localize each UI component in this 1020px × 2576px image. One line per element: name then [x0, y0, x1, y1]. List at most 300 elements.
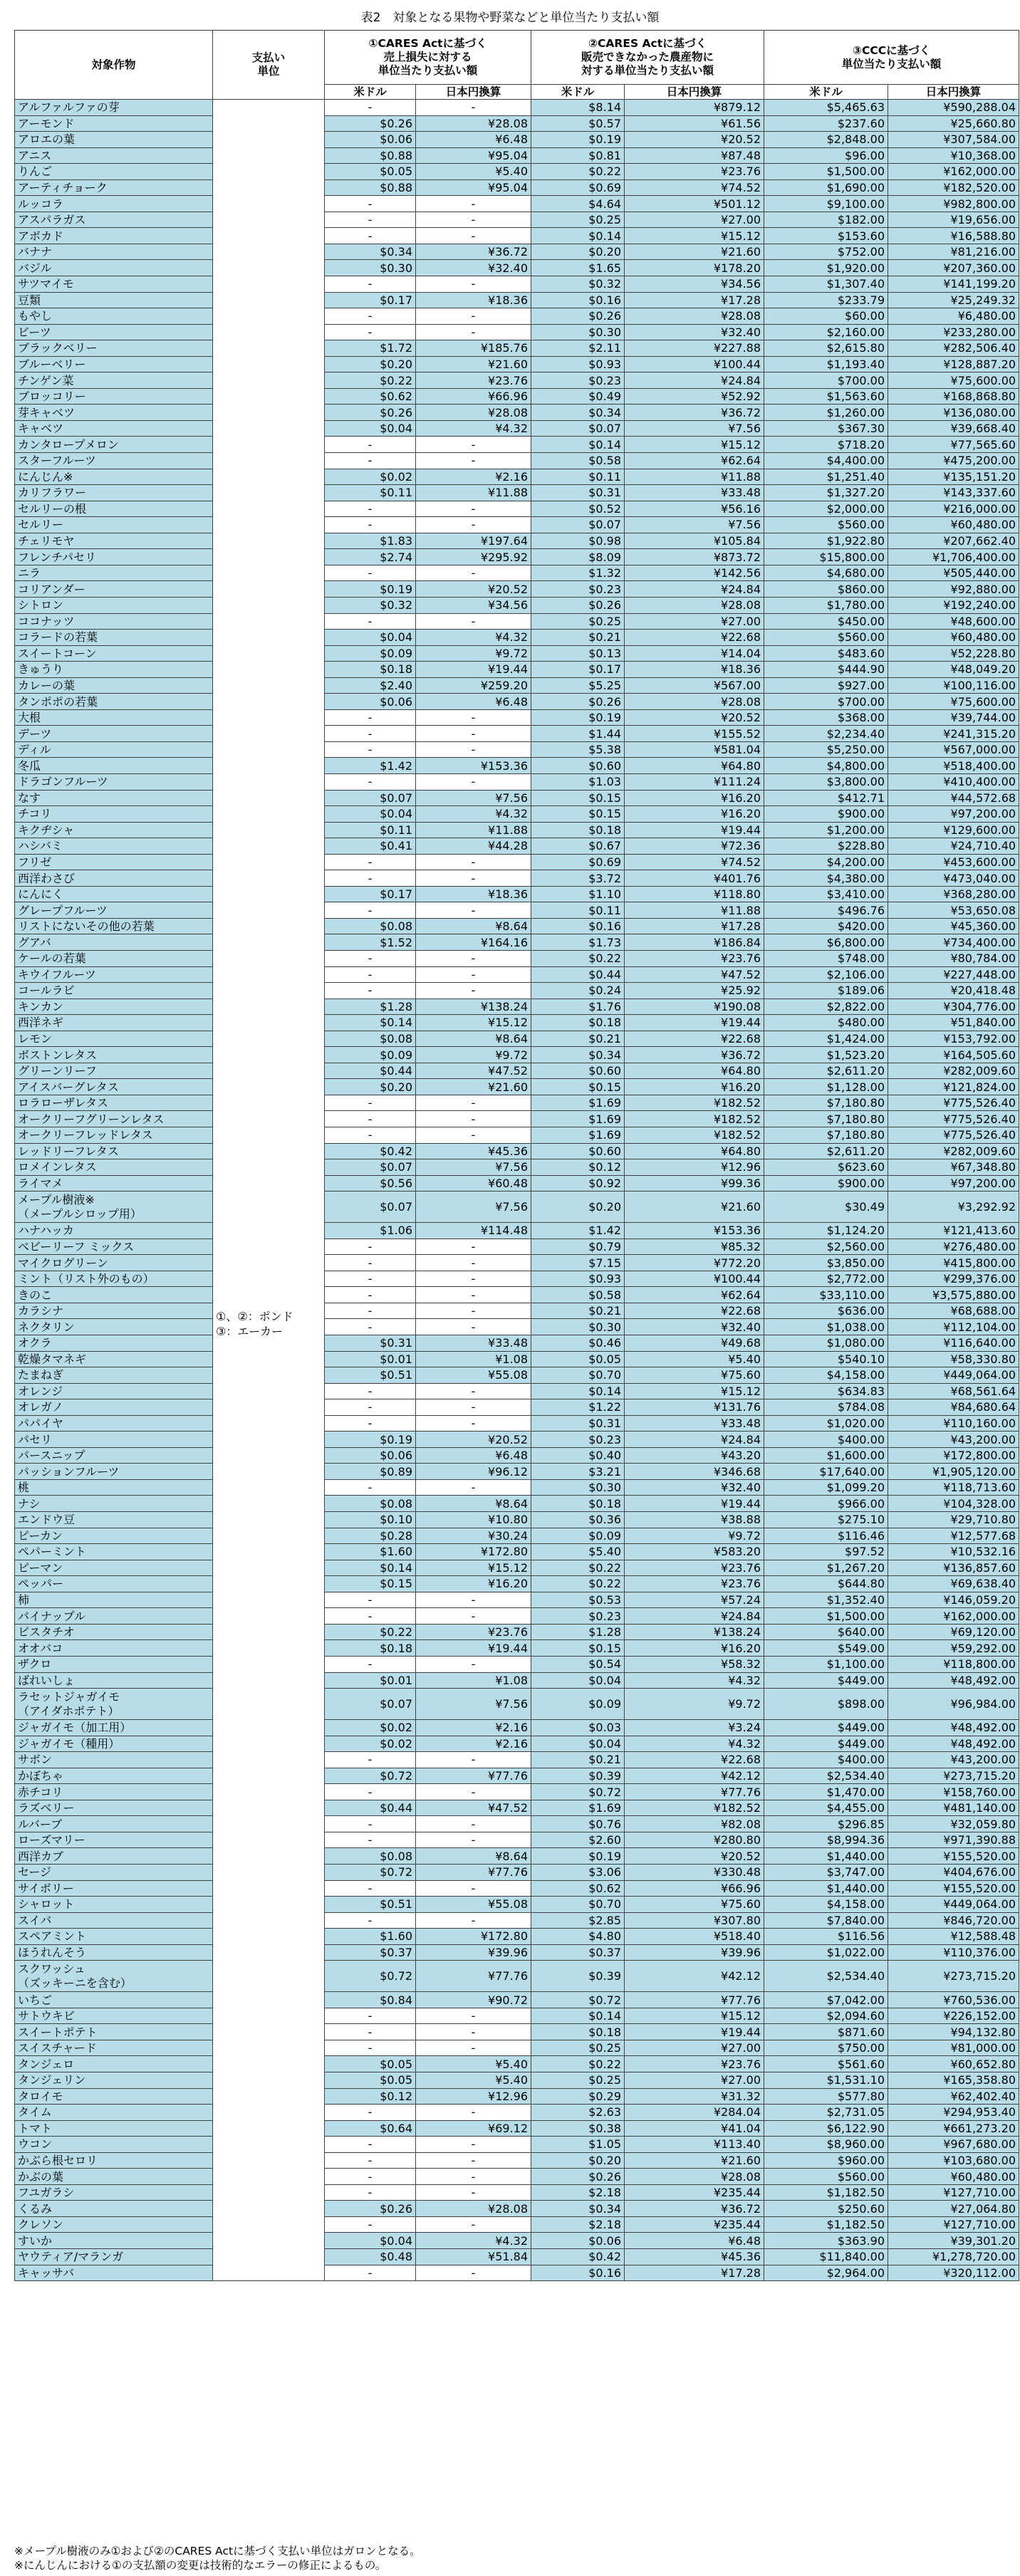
table-row — [15, 340, 1019, 357]
ccc-usd-cell: $1,600.00 — [764, 1447, 888, 1464]
unsold-usd-cell: $0.05 — [531, 1351, 625, 1367]
crop-name — [15, 1624, 213, 1640]
loss-usd-cell: $1.72 — [325, 340, 416, 357]
table-row — [15, 2249, 1019, 2265]
unsold-usd-cell: $0.42 — [531, 2249, 625, 2265]
table-row — [15, 677, 1019, 694]
table-row — [15, 597, 1019, 613]
crop-name — [15, 115, 213, 132]
ccc-jpy-cell: ¥146,059.20 — [888, 1592, 1019, 1608]
crop-name-line: ピーマン — [18, 1560, 63, 1575]
loss-usd-cell: - — [325, 2216, 416, 2233]
ccc-jpy-cell: ¥404,676.00 — [888, 1864, 1019, 1880]
unsold-usd-cell: $0.31 — [531, 1415, 625, 1432]
loss-usd-cell: $0.04 — [325, 630, 416, 646]
ccc-jpy-cell: ¥304,776.00 — [888, 998, 1019, 1015]
crop-name-line: ナシ — [18, 1496, 41, 1511]
loss-jpy-cell: ¥34.56 — [416, 597, 531, 613]
loss-jpy-cell: ¥114.48 — [416, 1223, 531, 1239]
ccc-usd-cell: $153.60 — [764, 228, 888, 244]
loss-usd-cell: - — [325, 437, 416, 453]
ccc-jpy-cell: ¥94,132.80 — [888, 2024, 1019, 2040]
ccc-jpy-cell: ¥241,315.20 — [888, 726, 1019, 742]
loss-jpy-cell: - — [416, 1656, 531, 1672]
unsold-usd-cell: $0.18 — [531, 822, 625, 838]
ccc-jpy-cell: ¥320,112.00 — [888, 2265, 1019, 2281]
unsold-jpy-cell: ¥235.44 — [625, 2184, 764, 2201]
ccc-jpy-cell: ¥75,600.00 — [888, 372, 1019, 389]
loss-usd-cell: $0.05 — [325, 164, 416, 180]
ccc-jpy-cell: ¥29,710.80 — [888, 1512, 1019, 1528]
loss-usd-cell: - — [325, 308, 416, 325]
unsold-usd-cell: $0.21 — [531, 630, 625, 646]
crop-name — [15, 918, 213, 934]
crop-name-line: サトウキビ — [18, 2009, 76, 2023]
loss-jpy-cell: ¥77.76 — [416, 1768, 531, 1784]
loss-usd-cell: $0.10 — [325, 1512, 416, 1528]
ccc-jpy-cell: ¥80,784.00 — [888, 950, 1019, 966]
unsold-jpy-cell: ¥772.20 — [625, 1255, 764, 1271]
loss-jpy-cell: - — [416, 1319, 531, 1335]
loss-jpy-cell: ¥138.24 — [416, 998, 531, 1015]
unsold-usd-cell: $0.39 — [531, 1768, 625, 1784]
table-row — [15, 1255, 1019, 1271]
loss-usd-cell: $0.26 — [325, 115, 416, 132]
crop-name-line: スイスチャード — [18, 2041, 97, 2055]
unsold-jpy-cell: ¥36.72 — [625, 2201, 764, 2217]
table-title: 表2 対象となる果物や野菜などと単位当たり支払い額 — [360, 11, 660, 25]
table-row — [15, 179, 1019, 196]
loss-usd-cell: $0.01 — [325, 1672, 416, 1689]
loss-jpy-cell: ¥15.12 — [416, 1560, 531, 1576]
table-row — [15, 1271, 1019, 1287]
unit-spacer — [216, 100, 321, 1309]
loss-jpy-cell: - — [416, 966, 531, 983]
unsold-usd-cell: $1.69 — [531, 1111, 625, 1127]
unsold-usd-cell: $1.69 — [531, 1095, 625, 1111]
loss-jpy-cell: - — [416, 2152, 531, 2169]
unsold-usd-cell: $0.17 — [531, 662, 625, 678]
loss-jpy-cell: ¥8.64 — [416, 918, 531, 934]
crop-name-line: （アイダホポテト） — [18, 1704, 120, 1718]
loss-jpy-cell: ¥77.76 — [416, 1864, 531, 1880]
unsold-usd-cell: $5.25 — [531, 677, 625, 694]
unsold-jpy-cell: ¥32.40 — [625, 1319, 764, 1335]
unsold-jpy-cell: ¥227.88 — [625, 340, 764, 357]
loss-usd-cell: $0.84 — [325, 1992, 416, 2008]
ccc-jpy-cell: ¥449,064.00 — [888, 1367, 1019, 1384]
table-row — [15, 1624, 1019, 1640]
table-row — [15, 1880, 1019, 1897]
crop-name-line: タンジェリン — [18, 2073, 86, 2087]
table-row — [15, 694, 1019, 710]
unsold-usd-cell: $0.15 — [531, 790, 625, 806]
ccc-jpy-cell: ¥53,650.08 — [888, 902, 1019, 919]
crop-name-line: 西洋わさび — [18, 871, 76, 885]
unsold-usd-cell: $0.34 — [531, 1047, 625, 1063]
crop-name — [15, 437, 213, 453]
unsold-jpy-cell: ¥15.12 — [625, 1383, 764, 1399]
unsold-jpy-cell: ¥182.52 — [625, 1111, 764, 1127]
crop-name-line: ニラ — [18, 566, 41, 580]
crop-name-line: オレガノ — [18, 1400, 64, 1414]
unsold-jpy-cell: ¥7.56 — [625, 517, 764, 533]
ccc-usd-cell: $1,920.00 — [764, 260, 888, 276]
table-row — [15, 726, 1019, 742]
unsold-jpy-cell: ¥42.12 — [625, 1768, 764, 1784]
ccc-jpy-cell: ¥971,390.88 — [888, 1832, 1019, 1848]
loss-jpy-cell: ¥95.04 — [416, 147, 531, 164]
crop-name — [15, 1897, 213, 1913]
loss-usd-cell: $0.14 — [325, 1560, 416, 1576]
loss-usd-cell: $0.07 — [325, 790, 416, 806]
unsold-usd-cell: $0.30 — [531, 1479, 625, 1496]
table-row — [15, 998, 1019, 1015]
crop-name — [15, 1223, 213, 1239]
crop-name — [15, 1047, 213, 1063]
unsold-jpy-cell: ¥34.56 — [625, 276, 764, 293]
unsold-usd-cell: $0.22 — [531, 2056, 625, 2072]
loss-usd-cell: $1.06 — [325, 1223, 416, 1239]
ccc-usd-cell: $577.80 — [764, 2088, 888, 2105]
loss-usd-cell: $0.07 — [325, 1689, 416, 1720]
loss-usd-cell: $0.41 — [325, 838, 416, 855]
ccc-usd-cell: $1,182.50 — [764, 2184, 888, 2201]
crop-name-line: フリゼ — [18, 855, 52, 869]
loss-jpy-cell: ¥39.96 — [416, 1944, 531, 1961]
ccc-usd-cell: $2,094.60 — [764, 2008, 888, 2024]
unsold-jpy-cell: ¥186.84 — [625, 934, 764, 951]
unsold-usd-cell: $0.58 — [531, 1287, 625, 1303]
ccc-jpy-cell: ¥81,000.00 — [888, 2040, 1019, 2056]
ccc-jpy-cell: ¥75,600.00 — [888, 694, 1019, 710]
loss-jpy-cell: - — [416, 773, 531, 790]
loss-jpy-cell: ¥77.76 — [416, 1961, 531, 1992]
unsold-jpy-cell: ¥17.28 — [625, 292, 764, 308]
loss-jpy-cell: ¥4.32 — [416, 806, 531, 823]
crop-name — [15, 854, 213, 870]
loss-usd-cell: - — [325, 1752, 416, 1768]
crop-name-line: たまねぎ — [18, 1368, 64, 1382]
crop-name-line: すいか — [18, 2233, 53, 2248]
unsold-jpy-cell: ¥235.44 — [625, 2216, 764, 2233]
header-crop: 対象作物 — [15, 31, 213, 100]
loss-usd-cell: $0.48 — [325, 2249, 416, 2265]
loss-jpy-cell: ¥11.88 — [416, 822, 531, 838]
ccc-usd-cell: $636.00 — [764, 1303, 888, 1319]
loss-usd-cell: $0.20 — [325, 356, 416, 372]
crop-name — [15, 244, 213, 260]
ccc-jpy-cell: ¥141,199.20 — [888, 276, 1019, 293]
ccc-usd-cell: $1,327.20 — [764, 485, 888, 501]
loss-usd-cell: - — [325, 1880, 416, 1897]
ccc-usd-cell: $640.00 — [764, 1624, 888, 1640]
crop-name — [15, 870, 213, 887]
table-row — [15, 2233, 1019, 2249]
unsold-usd-cell: $1.42 — [531, 1223, 625, 1239]
loss-jpy-cell: - — [416, 1383, 531, 1399]
table-row — [15, 1175, 1019, 1191]
loss-jpy-cell: ¥55.08 — [416, 1897, 531, 1913]
crop-name — [15, 179, 213, 196]
ccc-usd-cell: $2,106.00 — [764, 966, 888, 983]
ccc-usd-cell: $1,780.00 — [764, 597, 888, 613]
loss-jpy-cell: - — [416, 1816, 531, 1832]
loss-usd-cell: - — [325, 1784, 416, 1800]
ccc-jpy-cell: ¥155,520.00 — [888, 1848, 1019, 1865]
loss-usd-cell: $0.02 — [325, 469, 416, 485]
ccc-usd-cell: $2,615.80 — [764, 340, 888, 357]
loss-jpy-cell: ¥6.48 — [416, 694, 531, 710]
loss-usd-cell: $0.04 — [325, 420, 416, 437]
crop-name — [15, 2040, 213, 2056]
loss-usd-cell: - — [325, 1239, 416, 1255]
crop-name — [15, 1175, 213, 1191]
unsold-jpy-cell: ¥113.40 — [625, 2137, 764, 2153]
loss-usd-cell: - — [325, 741, 416, 758]
crop-name-line: グリーンリーフ — [18, 1064, 97, 1078]
ccc-jpy-cell: ¥153,792.00 — [888, 1031, 1019, 1047]
loss-usd-cell: $0.44 — [325, 1063, 416, 1079]
unsold-jpy-cell: ¥21.60 — [625, 1191, 764, 1223]
loss-usd-cell: $0.19 — [325, 1432, 416, 1448]
loss-usd-cell: - — [325, 773, 416, 790]
ccc-jpy-cell: ¥368,280.00 — [888, 886, 1019, 902]
header-usd-2: 米ドル — [531, 85, 625, 100]
crop-name-line: ローズマリー — [18, 1833, 85, 1847]
unsold-jpy-cell: ¥14.04 — [625, 645, 764, 662]
unsold-usd-cell: $0.07 — [531, 420, 625, 437]
unsold-jpy-cell: ¥19.44 — [625, 2024, 764, 2040]
unsold-jpy-cell: ¥7.56 — [625, 420, 764, 437]
unsold-jpy-cell: ¥20.52 — [625, 709, 764, 726]
table-row — [15, 854, 1019, 870]
ccc-usd-cell: $700.00 — [764, 372, 888, 389]
loss-jpy-cell: ¥45.36 — [416, 1143, 531, 1159]
table-row — [15, 1832, 1019, 1848]
crop-name-line: ハナハッカ — [18, 1224, 75, 1238]
table-row — [15, 1800, 1019, 1816]
unsold-usd-cell: $0.76 — [531, 1816, 625, 1832]
unsold-jpy-cell: ¥58.32 — [625, 1656, 764, 1672]
ccc-jpy-cell: ¥172,800.00 — [888, 1447, 1019, 1464]
table-row — [15, 1015, 1019, 1031]
loss-jpy-cell: ¥21.60 — [416, 356, 531, 372]
ccc-jpy-cell: ¥567,000.00 — [888, 741, 1019, 758]
ccc-usd-cell: $30.49 — [764, 1191, 888, 1223]
unsold-jpy-cell: ¥118.80 — [625, 886, 764, 902]
loss-jpy-cell: - — [416, 453, 531, 469]
ccc-jpy-cell: ¥1,905,120.00 — [888, 1464, 1019, 1480]
ccc-jpy-cell: ¥25,660.80 — [888, 115, 1019, 132]
crop-name-line: セルリーの根 — [18, 501, 87, 516]
loss-usd-cell: $1.83 — [325, 533, 416, 549]
ccc-usd-cell: $400.00 — [764, 1752, 888, 1768]
loss-usd-cell: $0.08 — [325, 1031, 416, 1047]
unsold-jpy-cell: ¥4.32 — [625, 1736, 764, 1752]
unsold-jpy-cell: ¥32.40 — [625, 324, 764, 340]
crop-name — [15, 2216, 213, 2233]
unsold-usd-cell: $0.20 — [531, 244, 625, 260]
ccc-jpy-cell: ¥162,000.00 — [888, 1608, 1019, 1625]
crop-name — [15, 485, 213, 501]
loss-jpy-cell: - — [416, 2169, 531, 2185]
unsold-jpy-cell: ¥16.20 — [625, 790, 764, 806]
ccc-usd-cell: $182.00 — [764, 212, 888, 228]
unsold-jpy-cell: ¥64.80 — [625, 1143, 764, 1159]
loss-jpy-cell: - — [416, 1239, 531, 1255]
unsold-jpy-cell: ¥66.96 — [625, 1880, 764, 1897]
ccc-jpy-cell: ¥97,200.00 — [888, 806, 1019, 823]
crop-name-line: エンドウ豆 — [18, 1513, 76, 1527]
loss-usd-cell: $0.56 — [325, 1175, 416, 1191]
table-row — [15, 1992, 1019, 2008]
loss-jpy-cell: ¥4.32 — [416, 2233, 531, 2249]
crop-name — [15, 1672, 213, 1689]
table-row — [15, 2216, 1019, 2233]
table-row — [15, 2120, 1019, 2137]
ccc-jpy-cell: ¥110,160.00 — [888, 1415, 1019, 1432]
crop-name-line: セージ — [18, 1865, 52, 1879]
ccc-jpy-cell: ¥84,680.64 — [888, 1399, 1019, 1416]
crop-name — [15, 420, 213, 437]
unsold-usd-cell: $3.72 — [531, 870, 625, 887]
ccc-jpy-cell: ¥775,526.40 — [888, 1127, 1019, 1144]
table-row — [15, 1191, 1019, 1223]
crop-name — [15, 581, 213, 598]
table-row — [15, 1367, 1019, 1384]
table-row — [15, 1672, 1019, 1689]
unsold-jpy-cell: ¥25.92 — [625, 983, 764, 999]
loss-jpy-cell: - — [416, 1095, 531, 1111]
crop-name-line: レモン — [18, 1031, 53, 1045]
loss-jpy-cell: - — [416, 1303, 531, 1319]
crop-name-line: にんじん※ — [18, 469, 73, 484]
loss-jpy-cell: - — [416, 1832, 531, 1848]
loss-usd-cell: - — [325, 1479, 416, 1496]
header-jpy-3: 日本円換算 — [888, 85, 1019, 100]
loss-jpy-cell: ¥2.16 — [416, 1720, 531, 1736]
unsold-jpy-cell: ¥56.16 — [625, 501, 764, 517]
crop-name-line: カンタロープメロン — [18, 437, 119, 452]
ccc-jpy-cell: ¥110,376.00 — [888, 1944, 1019, 1961]
loss-usd-cell: - — [325, 2265, 416, 2281]
unsold-jpy-cell: ¥142.56 — [625, 565, 764, 581]
crop-name-line: コラードの若葉 — [18, 630, 98, 645]
unsold-jpy-cell: ¥5.40 — [625, 1351, 764, 1367]
crop-name — [15, 1031, 213, 1047]
ccc-usd-cell: $718.20 — [764, 437, 888, 453]
unsold-jpy-cell: ¥280.80 — [625, 1832, 764, 1848]
crop-name-line: ヤウティア/マランガ — [18, 2250, 124, 2264]
crop-name — [15, 2233, 213, 2249]
crop-name-line: スイバ — [18, 1913, 52, 1927]
table-row — [15, 2184, 1019, 2201]
ccc-usd-cell: $2,772.00 — [764, 1271, 888, 1287]
unsold-jpy-cell: ¥138.24 — [625, 1624, 764, 1640]
crop-name — [15, 1383, 213, 1399]
header-group2-line1: ②CARES Actに基づく — [588, 37, 707, 50]
ccc-jpy-cell: ¥6,480.00 — [888, 308, 1019, 325]
crop-name — [15, 1720, 213, 1736]
loss-jpy-cell: ¥19.44 — [416, 1640, 531, 1657]
crop-name-line: アスパラガス — [18, 213, 86, 227]
ccc-usd-cell: $644.80 — [764, 1576, 888, 1592]
crop-name-line: ペパーミント — [18, 1545, 87, 1559]
loss-jpy-cell: ¥5.40 — [416, 2072, 531, 2088]
crop-name — [15, 453, 213, 469]
table-row — [15, 1736, 1019, 1752]
header-group3-line1: ③CCCに基づく — [852, 43, 931, 57]
table-row — [15, 1848, 1019, 1865]
ccc-jpy-cell: ¥136,857.60 — [888, 1560, 1019, 1576]
loss-usd-cell: - — [325, 2040, 416, 2056]
ccc-usd-cell: $2,848.00 — [764, 132, 888, 148]
unsold-usd-cell: $0.26 — [531, 694, 625, 710]
ccc-jpy-cell: ¥118,800.00 — [888, 1656, 1019, 1672]
table-row — [15, 1079, 1019, 1095]
unsold-usd-cell: $5.38 — [531, 741, 625, 758]
crop-name — [15, 1079, 213, 1095]
unsold-jpy-cell: ¥23.76 — [625, 2056, 764, 2072]
ccc-jpy-cell: ¥51,840.00 — [888, 1015, 1019, 1031]
ccc-jpy-cell: ¥48,492.00 — [888, 1672, 1019, 1689]
table-row — [15, 2105, 1019, 2121]
payment-unit-cell — [213, 100, 325, 2281]
crop-name-line: 芽キャベツ — [18, 405, 76, 419]
ccc-jpy-cell: ¥69,638.40 — [888, 1576, 1019, 1592]
ccc-jpy-cell: ¥734,400.00 — [888, 934, 1019, 951]
table-row — [15, 2008, 1019, 2024]
table-row — [15, 886, 1019, 902]
crop-name — [15, 998, 213, 1015]
unsold-jpy-cell: ¥178.20 — [625, 260, 764, 276]
crop-name — [15, 677, 213, 694]
ccc-usd-cell: $9,100.00 — [764, 196, 888, 212]
ccc-jpy-cell: ¥3,575,880.00 — [888, 1287, 1019, 1303]
loss-jpy-cell: ¥6.48 — [416, 132, 531, 148]
ccc-usd-cell: $1,128.00 — [764, 1079, 888, 1095]
loss-jpy-cell: ¥8.64 — [416, 1031, 531, 1047]
crop-name-line: なす — [18, 791, 41, 805]
loss-jpy-cell: ¥295.92 — [416, 549, 531, 565]
unsold-jpy-cell: ¥33.48 — [625, 485, 764, 501]
crop-name — [15, 2120, 213, 2137]
loss-jpy-cell: ¥95.04 — [416, 179, 531, 196]
ccc-jpy-cell: ¥92,880.00 — [888, 581, 1019, 598]
loss-usd-cell: $0.72 — [325, 1864, 416, 1880]
crop-name-line: サイボリー — [18, 1881, 74, 1895]
loss-usd-cell: $0.64 — [325, 2120, 416, 2137]
crop-name — [15, 2088, 213, 2105]
crop-name — [15, 806, 213, 823]
ccc-usd-cell: $367.30 — [764, 420, 888, 437]
ccc-usd-cell: $1,440.00 — [764, 1848, 888, 1865]
ccc-usd-cell: $1,251.40 — [764, 469, 888, 485]
loss-jpy-cell: ¥30.24 — [416, 1528, 531, 1544]
unsold-usd-cell: $1.22 — [531, 1399, 625, 1416]
unsold-jpy-cell: ¥23.76 — [625, 1576, 764, 1592]
ccc-jpy-cell: ¥227,448.00 — [888, 966, 1019, 983]
ccc-usd-cell: $1,690.00 — [764, 179, 888, 196]
loss-usd-cell: $0.42 — [325, 1143, 416, 1159]
ccc-jpy-cell: ¥473,040.00 — [888, 870, 1019, 887]
ccc-usd-cell: $1,182.50 — [764, 2216, 888, 2233]
unsold-jpy-cell: ¥401.76 — [625, 870, 764, 887]
loss-usd-cell: - — [325, 1656, 416, 1672]
table-row — [15, 2152, 1019, 2169]
crop-name-line: アルファルファの芽 — [18, 100, 120, 115]
